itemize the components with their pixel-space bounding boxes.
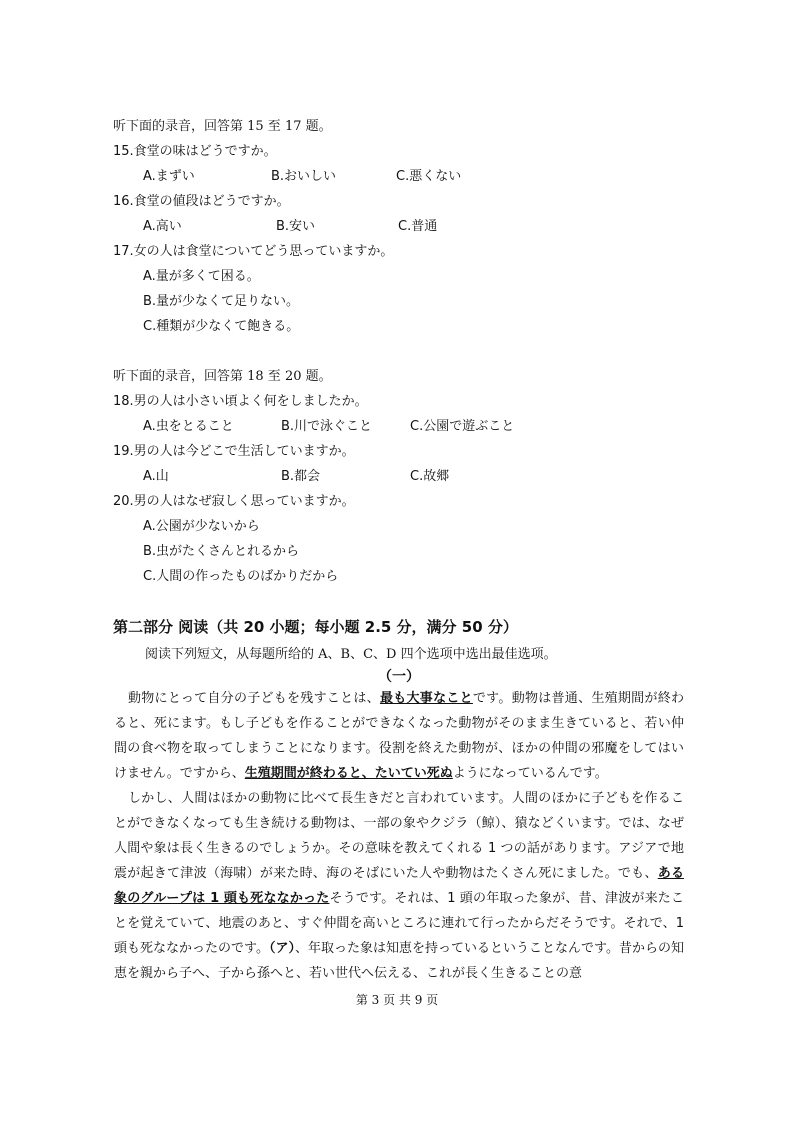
reading-instruction: 阅读下列短文，从每题所给的 A、B、C、D 四个选项中选出最佳选项。 (145, 647, 557, 662)
question-18: 18.男の人は小さい頃よく何をしましたか。 (113, 394, 368, 409)
option-20-a: A.公園が少ないから (143, 519, 260, 534)
option-19-b: B.都会 (281, 469, 321, 484)
option-17-b: B.量が少なくて足りない。 (143, 294, 300, 309)
underlined-phrase-3: ある象のグループは 1 頭も死ななかった (114, 866, 684, 906)
passage-number: （一） (378, 669, 420, 685)
listening-instruction: 听下面的录音，回答第 15 至 17 题。 (113, 119, 332, 134)
paragraph-text: 、年取った象は知恵を持っているということなんです。昔からの知恵を親から子へ、子から孫へと、若い世代へ伝える、これが長く生きることの意 (114, 941, 684, 981)
option-15-b: B.おいしい (271, 169, 337, 184)
option-18-b: B.川で泳ぐこと (281, 419, 373, 434)
paragraph-text: そうです。それは、1 頭の年取った象が、昔、津波が来たことを覚えていて、地震のあと、すぐ仲間を高いところに連れて行ったからだそうです。それで、1 頭も死ななかったのです。 (114, 891, 684, 956)
blank-marker: （ア） (268, 941, 295, 956)
paragraph-text: しかし、人間はほかの動物に比べて長生きだと言われています。人間のほかに子どもを作ることができなくなっても生き続ける動物は、一部の象やクジラ（鲸）、猿などくいます。では、なぜ人間や象は長く生きるのでしょうか。その意味を教えてくれる 1 つの話があります。アジアで地震が起きて津波（海啸）が来た時、海のそばにいた人や動物はたくさん死にました。でも、 (114, 791, 684, 881)
paragraph-text: ようになっているんです。 (452, 766, 608, 781)
option-19-a: A.山 (143, 469, 169, 484)
option-20-c: C.人間の作ったものばかりだから (143, 569, 339, 584)
option-20-b: B.虫がたくさんとれるから (143, 544, 300, 559)
option-16-b: B.安い (276, 219, 316, 234)
passage-paragraph-1 (114, 686, 684, 786)
option-15-a: A.まずい (143, 169, 195, 184)
reading-heading: 第二部分 阅读（共 20 小题；每小题 2.5 分，满分 50 分） (113, 618, 518, 636)
paragraph-text: です。動物は普通、生殖期間が終わると、死にます。もし子どもを作ることができなくなった動物がそのまま生きていると、若い仲間の食べ物を取ってしまうことになります。役割を終えた動物が、ほかの仲間の邪魔をしてはいけません。ですから、 (114, 691, 684, 781)
option-15-c: C.悪くない (396, 169, 462, 184)
option-16-c: C.普通 (398, 219, 438, 234)
question-20: 20.男の人はなぜ寂しく思っていますか。 (113, 494, 355, 509)
question-19: 19.男の人は今どこで生活していますか。 (113, 444, 355, 459)
passage-paragraph-2 (114, 786, 684, 986)
underlined-phrase-2: 生殖期間が終わると、たいてい死ぬ (244, 766, 453, 781)
underlined-phrase-1: 最も大事なこと (379, 691, 473, 706)
paragraph-text: 動物にとって自分の子どもを残すことは、 (128, 691, 380, 706)
option-17-c: C.種類が少なくて飽きる。 (143, 319, 300, 334)
listening-instruction: 听下面的录音，回答第 18 至 20 题。 (113, 369, 332, 384)
option-18-c: C.公園で遊ぶこと (410, 419, 515, 434)
question-15: 15.食堂の味はどうですか。 (113, 144, 277, 159)
question-16: 16.食堂の値段はどうですか。 (113, 194, 290, 209)
option-18-a: A.虫をとること (143, 419, 234, 434)
question-17: 17.女の人は食堂についてどう思っていますか。 (113, 244, 394, 259)
page-footer: 第 3 页 共 9 页 (355, 993, 439, 1007)
option-19-c: C.故郷 (410, 469, 450, 484)
option-17-a: A.量が多くて困る。 (143, 269, 260, 284)
option-16-a: A.高い (143, 219, 182, 234)
